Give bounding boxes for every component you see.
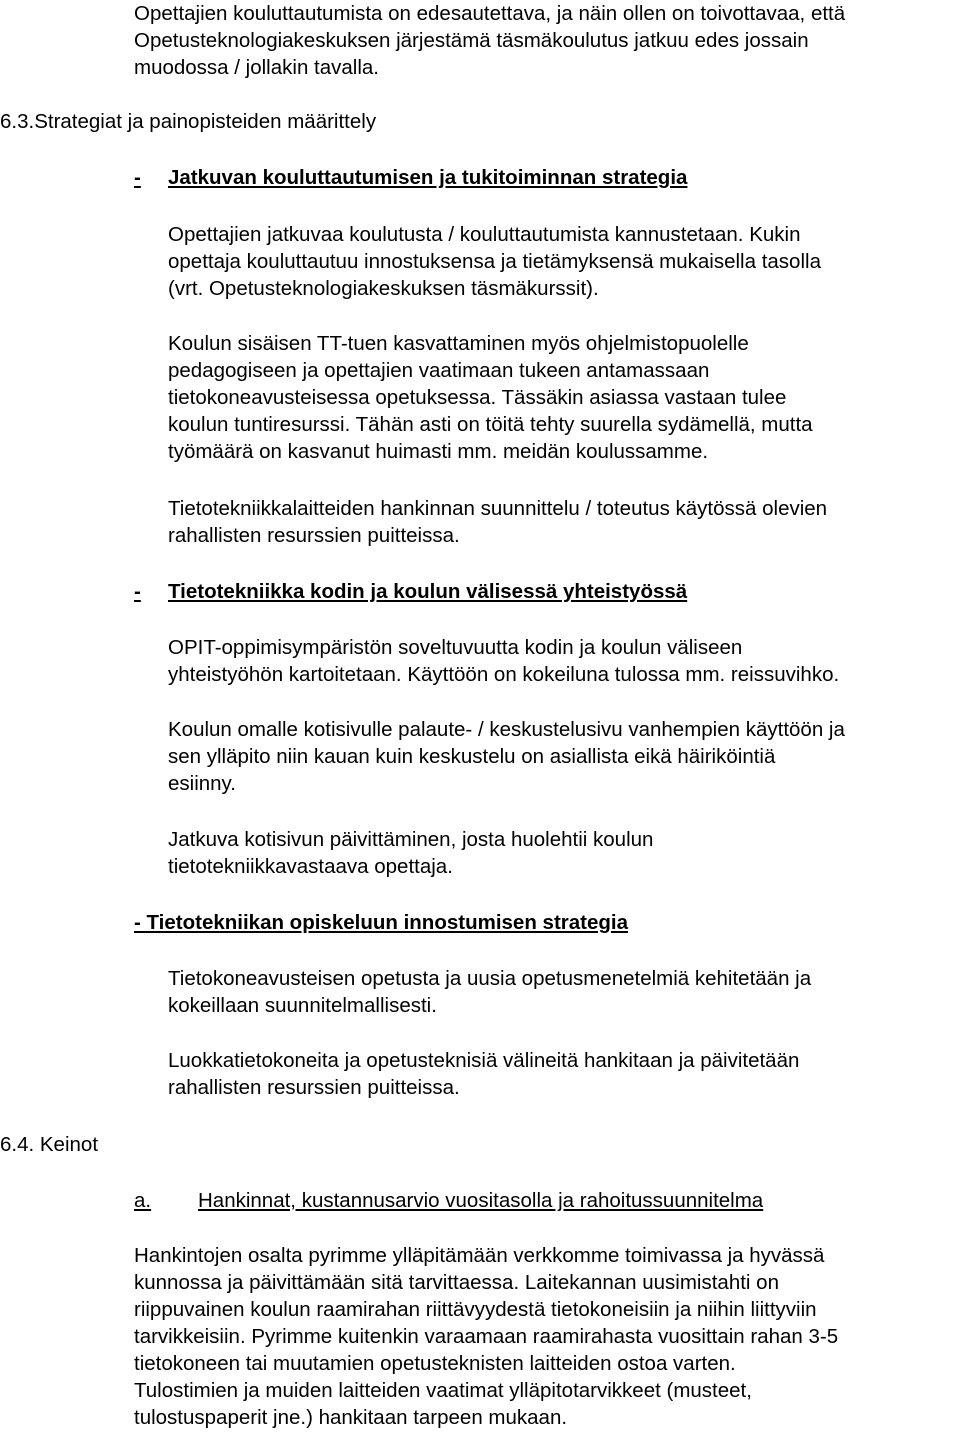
text-line: kokeillaan suunnitelmallisesti. bbox=[168, 994, 437, 1017]
text-line: Opetusteknologiakeskuksen järjestämä täsmäkoulutus jatkuu edes jossain bbox=[134, 29, 809, 52]
text-line: OPIT-oppimisympäristön soveltuvuutta kodin ja koulun väliseen bbox=[168, 636, 743, 659]
section-number: 6.3. bbox=[0, 110, 35, 133]
paragraph bbox=[168, 221, 958, 302]
text-line: Hankintojen osalta pyrimme ylläpitämään verkkomme toimivassa ja hyvässä bbox=[134, 1244, 825, 1267]
paragraph bbox=[168, 826, 958, 880]
text-line: Opettajien jatkuvaa koulutusta / kouluttautumista kannustetaan. Kukin bbox=[168, 223, 801, 246]
text-line: Jatkuva kotisivun päivittäminen, josta huolehtii koulun bbox=[168, 828, 654, 851]
text-line: kunnossa ja päivittämään sitä tarvittaessa. Laitekannan uusimistahti on bbox=[134, 1271, 779, 1294]
section-heading-6-3 bbox=[0, 108, 376, 135]
text-line: Koulun sisäisen TT-tuen kasvattaminen myös ohjelmistopuolelle bbox=[168, 332, 749, 355]
text-line: Tietotekniikkalaitteiden hankinnan suunnittelu / toteutus käytössä olevien bbox=[168, 497, 828, 520]
text-line: rahallisten resurssien puitteissa. bbox=[168, 1076, 460, 1099]
text-line: Opettajien kouluttautumista on edesautettava, ja näin ollen on toivottavaa, että bbox=[134, 2, 846, 25]
heading-dash: - bbox=[134, 580, 141, 603]
paragraph bbox=[168, 965, 958, 1019]
paragraph bbox=[168, 716, 958, 797]
section-title: Strategiat ja painopisteiden määrittely bbox=[34, 110, 377, 133]
text-line: tietokoneavusteisessa opetuksessa. Tässäkin asiassa vastaan tulee bbox=[168, 386, 787, 409]
heading-text: Tietotekniikka kodin ja koulun välisessä yhteistyössä bbox=[168, 580, 688, 603]
text-line: sen ylläpito niin kauan kuin keskustelu on asiallista eikä häiriköintiä bbox=[168, 745, 776, 768]
intro-paragraph bbox=[134, 0, 960, 81]
section-heading-6-4: 6.4. Keinot bbox=[0, 1133, 99, 1156]
text-line: tietotekniikkavastaava opettaja. bbox=[168, 855, 453, 878]
text-line: pedagogiseen ja opettajien vaatimaan tukeen antamassaan bbox=[168, 359, 710, 382]
text-line: yhteistyöhön kartoitetaan. Käyttöön on kokeiluna tulossa mm. reissuvihko. bbox=[168, 663, 840, 686]
paragraph bbox=[168, 634, 958, 688]
text-line: tulostuspaperit jne.) hankitaan tarpeen mukaan. bbox=[134, 1406, 568, 1429]
text-line: Tietokoneavusteisen opetusta ja uusia opetusmenetelmiä kehitetään ja bbox=[168, 967, 812, 990]
text-line: työmäärä on kasvanut huimasti mm. meidän koulussamme. bbox=[168, 440, 709, 463]
text-line: Koulun omalle kotisivulle palaute- / keskustelusivu vanhempien käyttöön ja bbox=[168, 718, 845, 741]
text-line: Tulostimien ja muiden laitteiden vaatimat ylläpitotarvikkeet (musteet, bbox=[134, 1379, 752, 1402]
paragraph bbox=[168, 330, 958, 465]
paragraph bbox=[168, 495, 958, 549]
text-line: opettaja kouluttautuu innostuksensa ja tietämyksensä mukaisella tasolla bbox=[168, 250, 821, 273]
heading-dash: - bbox=[134, 166, 141, 189]
text-line: Luokkatietokoneita ja opetusteknisiä välineitä hankitaan ja päivitetään bbox=[168, 1049, 800, 1072]
subsection-title: Hankinnat, kustannusarvio vuositasolla ja rahoitussuunnitelma bbox=[198, 1189, 764, 1212]
text-line: tietokoneen tai muutamien opetusteknisten laitteiden ostoa varten. bbox=[134, 1352, 736, 1375]
text-line: esiinny. bbox=[168, 772, 236, 795]
text-line: riippuvainen koulun raamirahan riittävyydestä tietokoneisiin ja niihin liittyviin bbox=[134, 1298, 817, 1321]
paragraph bbox=[134, 1242, 960, 1431]
strategy-heading-study-inspiration bbox=[134, 909, 628, 936]
heading-text: Jatkuvan kouluttautumisen ja tukitoiminnan strategia bbox=[168, 166, 688, 189]
text-line: (vrt. Opetusteknologiakeskuksen täsmäkurssit). bbox=[168, 277, 599, 300]
strategy-heading-continuous-training bbox=[134, 164, 687, 191]
paragraph bbox=[168, 1047, 958, 1101]
text-line: muodossa / jollakin tavalla. bbox=[134, 56, 379, 79]
subsection-heading-a bbox=[134, 1187, 763, 1214]
text-line: koulun tuntiresurssi. Tähän asti on töitä tehty suurella sydämellä, mutta bbox=[168, 413, 813, 436]
heading-text: - Tietotekniikan opiskeluun innostumisen strategia bbox=[134, 911, 628, 934]
subsection-marker: a. bbox=[134, 1189, 152, 1212]
text-line: tarvikkeisiin. Pyrimme kuitenkin varaamaan raamirahasta vuosittain rahan 3-5 bbox=[134, 1325, 839, 1348]
text-line: rahallisten resurssien puitteissa. bbox=[168, 524, 460, 547]
strategy-heading-home-school bbox=[134, 578, 687, 605]
